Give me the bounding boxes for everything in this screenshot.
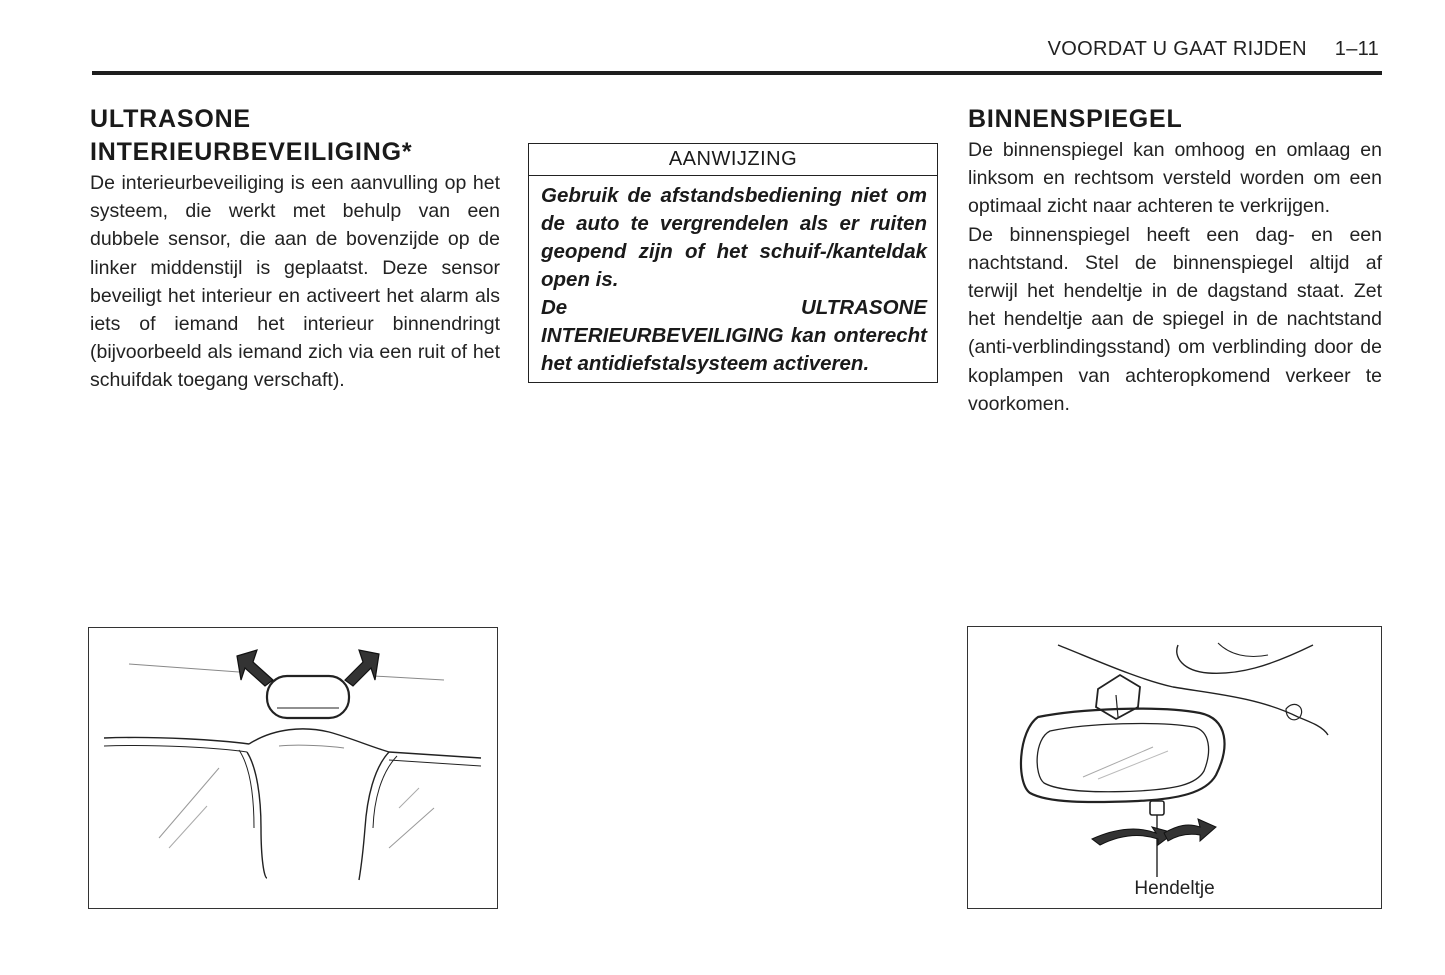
ultrasonic-title (90, 103, 500, 169)
sensor-arrow-right-icon (345, 650, 379, 686)
lever-label: Hendeltje (1134, 878, 1215, 899)
page-header (1048, 38, 1379, 61)
ultrasonic-title-line1: ULTRASONE (90, 105, 251, 133)
sensor-arrow-left-icon (237, 650, 273, 686)
ultrasonic-section (90, 103, 500, 395)
notice-box (528, 143, 938, 383)
mirror-section (968, 103, 1382, 418)
mirror-mount-icon (1096, 675, 1140, 719)
lever-direction-arrow-icon (1092, 819, 1216, 845)
header-rule (92, 71, 1382, 75)
notice-paragraph-2: De ULTRASONE INTERIEURBEVEILIGING kan onterecht het antidiefstalsysteem activeren. (541, 296, 927, 375)
section-title: VOORDAT U GAAT RIJDEN (1047, 38, 1307, 60)
mirror-body-1: De binnenspiegel kan omhoog en omlaag en linksom en rechtsom versteld worden om een optimaal zicht naar achteren te verkrijgen. (968, 139, 1382, 218)
ultrasonic-body: De interieurbeveiliging is een aanvulling op het systeem, die werkt met behulp van een dubbele sensor, die aan de bovenzijde op de linker middenstijl is geplaatst. Deze sensor beveiligt het interieur en activeert het alarm als iets of iemand het interieur binnendringt (bijvoorbeeld als iemand zich via een ruit of het schuifdak toegang verschaft). (90, 172, 500, 392)
ultrasonic-sensor-illustration (88, 627, 498, 909)
mirror-title: BINNENSPIEGEL (968, 105, 1183, 133)
page-number: 1–11 (1334, 38, 1379, 60)
notice-title: AANWIJZING (529, 144, 937, 176)
ultrasonic-title-line2: INTERIEURBEVEILIGING* (90, 138, 413, 166)
rear-view-mirror-illustration (967, 626, 1382, 909)
mirror-body-2: De binnenspiegel heeft een dag- en een nachtstand. Stel de binnenspiegel altijd af terwijl het hendeltje in de dagstand staat. Zet het hendeltje aan de spiegel in de nachtstand (anti-verblindingsstand) om verblinding door de koplampen van achteropkomend verkeer te voorkomen. (968, 223, 1382, 415)
notice-paragraph-1: Gebruik de afstandsbediening niet om de auto te vergrendelen als er ruiten geopend zijn of het schuif-/kanteldak open is. (541, 184, 927, 291)
